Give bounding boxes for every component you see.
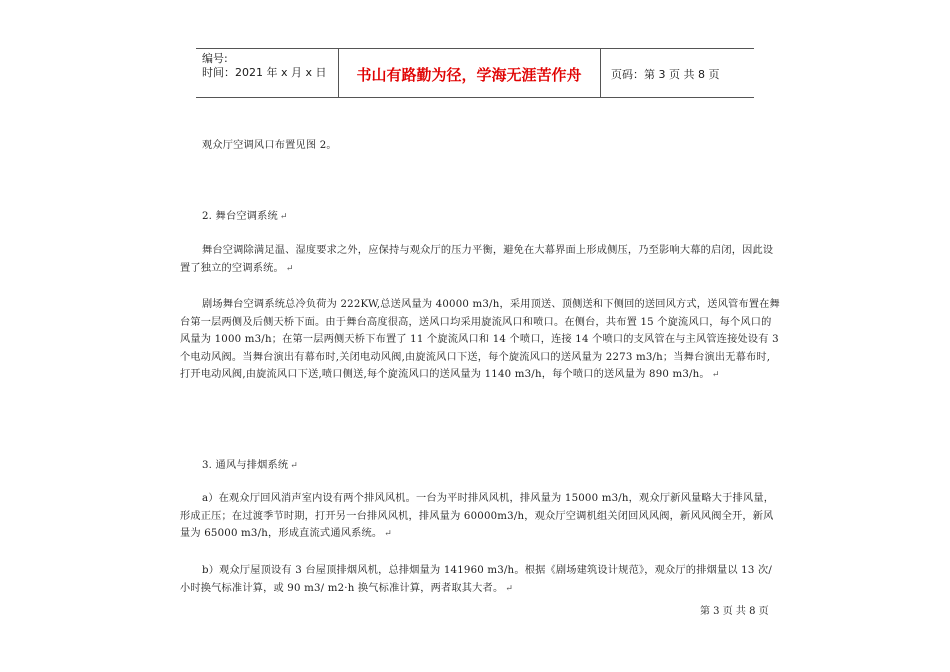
header-number-label: 编号: [202,52,228,65]
header-motto: 书山有路勤为径，学海无涯苦作舟 [356,66,582,84]
paragraph-mark: ↵ [290,461,299,471]
section-heading [180,457,780,476]
paragraph-mark: ↵ [505,583,514,594]
paragraph-text: a）在观众厅回风消声室内设有两个排风风机。一台为平时排风风机，排风量为 15000 m3/h，观众厅新风量略大于排风量，形成正压；在过渡季节时期，打开另一台排风风机，排风量为 60000m3/h，观众厅空调机组关闭回风风阀，新风风阀全开，新风量为 65000 m3/h，形成直流式通风系统。 [180,493,775,539]
header-page-label: 页码：第 3 页 共 8 页 [611,68,720,81]
paragraph [180,242,780,278]
header-meta [202,52,327,80]
paragraph-text: b）观众厅屋顶设有 3 台屋顶排烟风机，总排烟量为 141960 m3/h。根据《剧场建筑设计规范》，观众厅的排烟量以 13 次/小时换气标准计算，或 90 m3/ m2·h 换气标准计算，两者取其大者。 [180,565,772,594]
paragraph-text: 剧场舞台空调系统总冷负荷为 222KW,总送风量为 40000 m3/h，采用顶送、顶侧送和下侧回的送回风方式，送风管布置在舞台第一层两侧及后侧天桥下面。由于舞台高度很高，送风口均采用旋流风口和喷口。在侧台，共布置 15 个旋流风口，每个风口的风量为 1000 m3/h；在第一层两侧天桥下布置了 11 个旋流风口和 14 个喷口，连接 14 个喷口的支风管在与主风管连接处设有 3 个电动风阀。当舞台演出有幕布时,关闭电动风阀,由旋流风口下送，每个旋流风口的送风量为 2273 m3/h；当舞台演出无幕布时,打开电动风阀,由旋流风口下送,喷口侧送,每个旋流风口的送风量为 1140 m3/h，每个喷口的送风量为 890 m3/h。 [180,299,780,380]
paragraph [180,137,780,155]
paragraph-mark: ↵ [711,370,720,380]
paragraph [180,562,780,598]
header-divider [600,49,601,97]
page-footer: 第 3 页 共 8 页 [700,606,769,617]
paragraph-mark: ↵ [285,263,294,274]
paragraph [180,296,780,385]
paragraph-mark: ↵ [279,212,288,222]
paragraph [180,490,780,544]
heading-text: 3. 通风与排烟系统 [202,460,289,471]
paragraph-text: 观众厅空调风口布置见图 2。 [202,140,337,151]
header-time-label: 时间：2021 年 x 月 x 日 [202,66,327,79]
page-header [196,48,754,98]
paragraph-mark: ↵ [384,529,393,539]
heading-text: 2. 舞台空调系统 [202,211,278,222]
section-heading [180,208,780,227]
paragraph-text: 舞台空调除满足温、湿度要求之外，应保持与观众厅的压力平衡，避免在大幕界面上形成侧压，乃至影响大幕的启闭，因此设置了独立的空调系统。 [180,245,774,274]
